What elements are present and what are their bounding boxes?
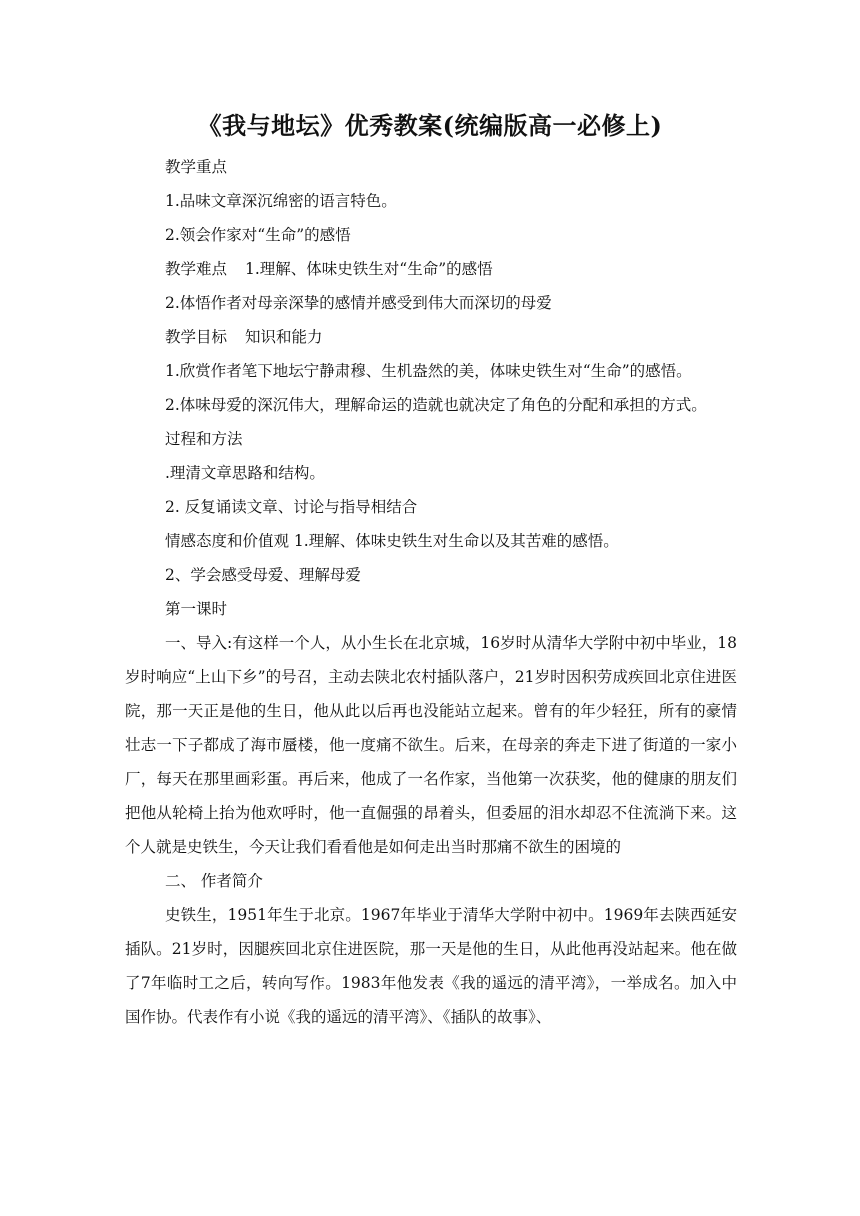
goal-item-1: 1.欣赏作者笔下地坛宁静肃穆、生机盎然的美，体味史铁生对“生命”的感悟。 — [165, 362, 692, 380]
focus-item-1: 1.品味文章深沉绵密的语言特色。 — [165, 192, 397, 210]
attitude-item-2: 2、学会感受母爱、理解母爱 — [165, 566, 361, 584]
focus-item-2: 2.领会作家对“生命”的感悟 — [165, 226, 351, 244]
attitude-item-1: 情感态度和价值观 1.理解、体味史铁生对生命以及其苦难的感悟。 — [165, 532, 619, 550]
teaching-difficulty-line — [125, 252, 737, 286]
heading-teaching-goals: 教学目标 — [165, 328, 228, 346]
difficulty-item-2: 2.体悟作者对母亲深挚的感情并感受到伟大而深切的母爱 — [165, 294, 552, 312]
document-body — [125, 150, 737, 1034]
process-item-2: 2. 反复诵读文章、讨论与指导相结合 — [165, 498, 418, 516]
heading-teaching-focus: 教学重点 — [165, 158, 228, 176]
author-paragraph: 史铁生，1951年生于北京。1967年毕业于清华大学附中初中。1969年去陕西延安插队。21岁时，因腿疾回北京住进医院，那一天是他的生日，从此他再没站起来。他在做了7年临时工之后，转向写作。1983年他发表《我的遥远的清平湾》，一举成名。加入中国作协。代表作有小说《我的遥远的清平湾》、《插队的故事》、 — [125, 906, 737, 1026]
teaching-goals-line — [125, 320, 737, 354]
intro-paragraph: 一、导入:有这样一个人，从小生长在北京城，16岁时从清华大学附中初中毕业，18岁时响应“上山下乡”的号召，主动去陕北农村插队落户，21岁时因积劳成疾回北京住进医院，那一天正是他的生日，他从此以后再也没能站立起来。曾有的年少轻狂，所有的豪情壮志一下子都成了海市蜃楼，他一度痛不欲生。后来，在母亲的奔走下进了街道的一家小厂，每天在那里画彩蛋。再后来，他成了一名作家，当他第一次获奖，他的健康的朋友们把他从轮椅上抬为他欢呼时，他一直倔强的昂着头，但委屈的泪水却忍不住流淌下来。这个人就是史铁生，今天让我们看看他是如何走出当时那痛不欲生的困境的 — [125, 634, 737, 856]
subheading-knowledge: 知识和能力 — [245, 328, 323, 346]
goal-item-2: 2.体味母爱的深沉伟大，理解命运的造就也就决定了角色的分配和承担的方式。 — [165, 396, 707, 414]
heading-author-intro: 二、 作者简介 — [165, 872, 263, 890]
heading-teaching-difficulty: 教学难点 — [165, 260, 228, 278]
heading-first-lesson: 第一课时 — [165, 600, 228, 618]
process-item-1: .理清文章思路和结构。 — [165, 464, 325, 482]
difficulty-item-1: 1.理解、体味史铁生对“生命”的感悟 — [245, 260, 493, 278]
subheading-process-method: 过程和方法 — [165, 430, 243, 448]
document-title: 《我与地坛》优秀教案(统编版高一必修上) — [197, 111, 663, 140]
